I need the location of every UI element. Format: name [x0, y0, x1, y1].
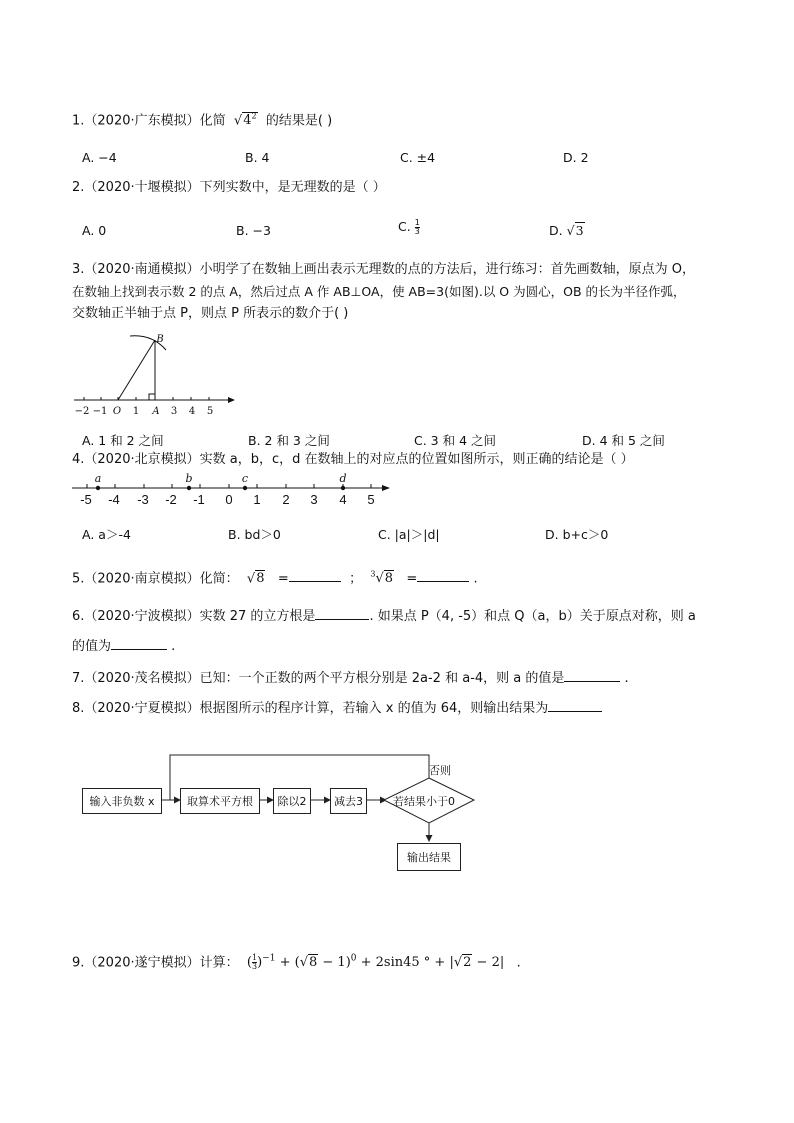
- q4-point-d: [341, 486, 345, 490]
- q2-option-d-radicand: 3: [575, 223, 584, 238]
- q5-end: .: [473, 571, 478, 587]
- q5-equals-2: =: [406, 571, 418, 587]
- q9-part-3: + 2sin45 ° + |: [356, 955, 454, 971]
- q4-tick-label: -5: [80, 492, 92, 507]
- q3-option-a: A. 1 和 2 之间: [82, 433, 164, 448]
- q9-exponent-1: −1: [262, 954, 276, 964]
- q2-number: 2.: [72, 180, 85, 195]
- q9-exponent-2: 0: [350, 954, 357, 964]
- q9-text: 计算：: [199, 955, 239, 971]
- q1-text: 化简: [199, 113, 226, 129]
- q6-source: （2020·宁波模拟）: [84, 609, 200, 624]
- q4-text: 实数 a，b，c，d 在数轴上的对应点的位置如图所示，则正确的结论是（ ）: [199, 452, 634, 467]
- q3-axis-arrow: [228, 397, 235, 403]
- q1-exponent: 2: [251, 112, 257, 121]
- q2-fraction-den: 3: [414, 227, 420, 236]
- q3-tick-label: 1: [132, 406, 140, 417]
- q8-output-text: 输出结果: [407, 851, 451, 864]
- question-4: [72, 449, 634, 471]
- question-7: [72, 668, 629, 690]
- q8-blank[interactable]: [548, 699, 602, 712]
- q2-option-d: D. √3: [549, 223, 584, 238]
- q4-axis-arrow: [382, 485, 390, 491]
- q4-point-b-label: b: [185, 472, 193, 485]
- q7-source: （2020·茂名模拟）: [84, 671, 200, 686]
- q3-right-angle-mark: [149, 394, 155, 400]
- q6-number: 6.: [72, 609, 85, 624]
- q3-option-b: B. 2 和 3 之间: [248, 433, 330, 448]
- q6-line-2-text: 的值为: [72, 639, 112, 654]
- q8-text: 根据图所示的程序计算，若输入 x 的值为 64，则输出结果为: [199, 701, 549, 716]
- q2-option-a: A. 0: [82, 223, 107, 238]
- q9-part-4: − 2|: [472, 955, 505, 971]
- q6-text-b: . 如果点 P（4, -5）和点 Q（a，b）关于原点对称，则 a: [369, 609, 696, 624]
- q3-number: 3.: [72, 262, 85, 277]
- q2-option-d-label: D.: [549, 223, 563, 238]
- q1-radical: $√4^2$: [229, 112, 257, 129]
- q5-sqrt: √8: [242, 571, 265, 587]
- q2-source: （2020·十堰模拟）: [84, 180, 200, 195]
- q4-tick-label: -2: [165, 492, 177, 507]
- q8-sqrt-box: [180, 788, 260, 814]
- q4-point-d-label: d: [339, 472, 347, 485]
- q4-option-b: B. bd＞0: [228, 527, 281, 542]
- q4-number-line-figure: [70, 470, 395, 510]
- q9-end: .: [516, 955, 521, 971]
- q9-fraction-den: 3: [252, 962, 258, 972]
- q8-sqrt-text: 取算术平方根: [187, 795, 253, 808]
- q9-number: 9.: [72, 955, 85, 971]
- q5-blank-2[interactable]: [417, 569, 469, 582]
- q8-subtract-text: 减去3: [334, 795, 363, 808]
- q4-tick-label: 5: [367, 492, 375, 507]
- question-3: [72, 259, 695, 281]
- q4-point-c: [243, 486, 247, 490]
- q3-segment-ob: [118, 340, 155, 400]
- q2-fraction: [415, 219, 420, 236]
- q6-line-2: [72, 636, 175, 658]
- q5-blank-1[interactable]: [289, 569, 341, 582]
- q2-option-c: [398, 219, 420, 236]
- q6-blank-1[interactable]: [315, 607, 369, 620]
- q5-separator: ；: [349, 571, 363, 587]
- q3-line-3: 交数轴正半轴于点 P，则点 P 所表示的数介于( ): [72, 306, 349, 321]
- q3-figure: [70, 328, 240, 420]
- q4-tick-label: 3: [310, 492, 318, 507]
- q3-tick-label: 5: [206, 406, 214, 417]
- q4-option-d: D. b+c＞0: [545, 527, 609, 542]
- q4-point-c-label: c: [241, 472, 249, 485]
- question-5: [72, 564, 478, 590]
- q7-text: 已知：一个正数的两个平方根分别是 2a-2 和 a-4，则 a 的值是: [199, 671, 565, 686]
- q9-radicand-2: 2: [463, 955, 472, 971]
- q3-option-d: D. 4 和 5 之间: [582, 433, 665, 448]
- q1-option-a: A. −4: [82, 150, 117, 165]
- q8-input-text: 输入非负数 x: [89, 795, 155, 808]
- q4-tick-label: 2: [282, 492, 290, 507]
- q8-else-label: 否则: [429, 764, 451, 777]
- q3-tick-label: 4: [188, 406, 196, 417]
- q3-source: （2020·南通模拟）: [84, 262, 200, 277]
- q2-option-b: B. −3: [236, 223, 271, 238]
- q8-input-box: [82, 788, 162, 814]
- q7-number: 7.: [72, 671, 85, 686]
- q8-source: （2020·宁夏模拟）: [84, 701, 200, 716]
- q8-divide-box: [273, 788, 311, 814]
- q1-radicand: 4: [243, 113, 252, 129]
- q3-tick-label: 3: [170, 406, 178, 417]
- q8-divide-text: 除以2: [277, 795, 307, 808]
- q9-fraction: [252, 954, 257, 971]
- q1-option-c: C. ±4: [400, 150, 436, 165]
- q8-number: 8.: [72, 701, 85, 716]
- q4-number: 4.: [72, 452, 85, 467]
- q9-source: （2020·遂宁模拟）: [84, 955, 200, 971]
- q1-source: （2020·广东模拟）: [84, 113, 200, 129]
- q1-number: 1.: [72, 113, 85, 129]
- q5-number: 5.: [72, 571, 85, 587]
- q4-point-b: [187, 486, 191, 490]
- q4-tick-label: -3: [137, 492, 149, 507]
- q2-text: 下列实数中，是无理数的是（ ）: [199, 180, 386, 195]
- q4-tick-label: 0: [225, 492, 233, 507]
- q3-option-c: C. 3 和 4 之间: [414, 433, 497, 448]
- question-6: [72, 606, 696, 628]
- q5-text: 化简：: [199, 571, 239, 587]
- q8-subtract-box: [330, 788, 367, 814]
- question-8: [72, 698, 602, 720]
- question-2: [72, 177, 386, 199]
- q5-equals-1: =: [277, 571, 289, 587]
- q3-line-1: 小明学了在数轴上画出表示无理数的点的方法后，进行练习：首先画数轴，原点为 O，: [199, 262, 695, 277]
- q4-source: （2020·北京模拟）: [84, 452, 200, 467]
- q3-tick-label: O: [112, 406, 122, 417]
- q3-tick-label: A: [152, 406, 160, 417]
- q1-text-end: 的结果是( ): [265, 113, 333, 129]
- q4-tick-label: -1: [193, 492, 205, 507]
- q7-end: .: [624, 671, 629, 686]
- q5-source: （2020·南京模拟）: [84, 571, 200, 587]
- q3-tick-label: −1: [92, 406, 108, 417]
- q5-radicand-2: 8: [384, 571, 394, 587]
- q5-root-index: 3: [370, 570, 376, 579]
- q4-point-a: [96, 486, 100, 490]
- q4-tick-label: -4: [108, 492, 120, 507]
- question-1: [72, 106, 332, 132]
- q7-blank[interactable]: [564, 669, 620, 682]
- q8-condition-text: 若结果小于0: [393, 795, 455, 808]
- q4-point-a-label: a: [94, 472, 102, 485]
- q1-option-d: D. 2: [563, 150, 589, 165]
- q4-ticks: [87, 484, 371, 488]
- q3-line-2: 在数轴上找到表示数 2 的点 A，然后过点 A 作 AB⊥OA，使 AB=3(如图).以 O 为圆心，OB 的长为半径作弧，: [72, 284, 686, 299]
- q4-tick-label: 4: [339, 492, 347, 507]
- question-9: [72, 948, 521, 974]
- q9-expression: ( $\frac{1}{3}$ )$^{-1} + (√8 - 1)^0 + 2\sin 45$ ° + |√2 − 2|: [242, 953, 505, 972]
- q3-point-b-label: B: [156, 334, 164, 345]
- q3-tick-label: −2: [74, 406, 90, 417]
- q9-radicand-1: 8: [308, 955, 318, 971]
- q4-option-a: A. a＞-4: [82, 527, 131, 542]
- q9-part-1: + (: [275, 955, 300, 971]
- q9-fraction-num: 1: [252, 953, 258, 963]
- q2-option-c-label: C.: [398, 219, 411, 234]
- q9-part-2: − 1): [318, 955, 351, 971]
- q6-blank-2[interactable]: [111, 637, 167, 650]
- q6-text-a: 实数 27 的立方根是: [199, 609, 316, 624]
- q4-option-c: C. |a|＞|d|: [378, 527, 440, 542]
- q1-option-b: B. 4: [245, 150, 270, 165]
- q5-radicand-1: 8: [256, 571, 265, 587]
- q4-tick-label: 1: [253, 492, 261, 507]
- q2-fraction-num: 1: [414, 218, 420, 227]
- q8-output-box: [397, 843, 461, 871]
- q5-cbrt: $^3$√8: [370, 570, 394, 587]
- q6-line-2-end: .: [171, 639, 176, 654]
